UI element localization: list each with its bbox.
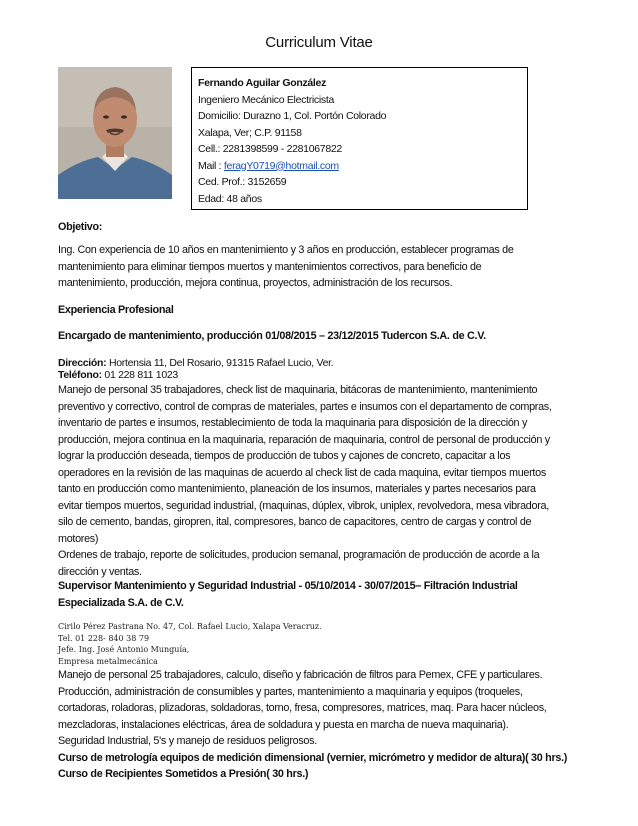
job1-line: lograr la producción deseada, tiempos de producción de tubos y cajones de concreto, capacitar a los [58, 450, 511, 462]
job1-contact [58, 357, 580, 381]
job1-line: dirección y ventas. [58, 565, 142, 578]
experience-heading: Experiencia Profesional [58, 304, 174, 316]
job1-line: silo de cemento, bandas, giropren, ital, compresores, banco de capacitores, centro de cargas y control de [58, 516, 532, 528]
job1-line: motores) [58, 532, 99, 545]
profile-photo [58, 67, 172, 199]
job2-contact-line: Empresa metalmecánica [58, 656, 158, 666]
document-title: Curriculum Vitae [265, 34, 373, 51]
objective-paragraph [58, 242, 580, 292]
job2-title [58, 578, 580, 611]
job1-line: producción, mejora continua en la maquinaria, reparación de maquinaria, control de personal de producción y [58, 433, 550, 446]
profile-mail-line [198, 158, 527, 175]
job1-phone [58, 369, 580, 381]
job1-description [58, 382, 580, 580]
mail-label: Mail : [198, 159, 224, 172]
job1-line: tanto en producción como mantenimiento, planeación de los insumos, materiales y partes necesarios para [58, 483, 536, 495]
objective-heading: Objetivo: [58, 221, 103, 233]
profile-age: Edad: 48 años [198, 192, 262, 205]
objective-line: mantenimiento para eliminar tiempos muertos y mantenimientos correctivos, para beneficio de [58, 260, 482, 273]
job2-title-line: Supervisor Mantenimiento y Seguridad Industrial - 05/10/2014 - 30/07/2015– Filtración Industrial [58, 580, 518, 592]
job1-line: Ordenes de trabajo, reporte de solicitudes, producion semanal, programación de producción de acorde a la [58, 549, 540, 561]
objective-line: Ing. Con experiencia de 10 años en mantenimiento y 3 años en producción, establecer programas de [58, 244, 514, 256]
job2-title-line: Especializada S.A. de C.V. [58, 596, 184, 609]
job1-address-label: Dirección: [58, 357, 107, 369]
job2-contact-line: Tel. 01 228- 840 38 79 [58, 633, 150, 643]
job2-contact-line: Jefe. Ing. José Antonio Munguía, [58, 645, 190, 655]
profile-address: Domicilio: Durazno 1, Col. Portón Colorado [198, 110, 387, 122]
profile-license: Ced. Prof.: 3152659 [198, 176, 287, 188]
contact-info-box [191, 67, 528, 210]
course-line: Curso de metrología equipos de medición dimensional (vernier, micrómetro y medidor de altura)( 30 hrs.) [58, 751, 568, 764]
job1-line: evitar tiempos muertos, seguridad industrial, (maquinas, dúplex, vibrok, uniplex, revolvedora, mesa vibradora, [58, 499, 549, 512]
job1-phone-label: Teléfono: [58, 369, 102, 381]
job1-phone-value: 01 228 811 1023 [101, 369, 178, 381]
profile-name: Fernando Aguilar González [198, 77, 327, 89]
job1-line: operadores en la revisión de las maquinas de acuerdo al check list de cada maquina, evitar tiempos muertos [58, 466, 546, 479]
job1-address-value: Hortensia 11, Del Rosario, 91315 Rafael Lucio, Ver. [106, 357, 334, 369]
job2-contact-line: Cirilo Pérez Pastrana No. 47, Col. Rafael Lucio, Xalapa Veracruz. [58, 622, 322, 631]
job1-line: inventario de partes e insumos, restablecimiento de toda la maquinaria para disposición de la dirección y [58, 417, 528, 429]
job2-line: mezcladoras, instalaciones eléctricas, área de soldadura y puesta en marcha de nueva maquinaria). [58, 718, 509, 731]
job2-contact [58, 621, 580, 667]
profile-city: Xalapa, Ver; C.P. 91158 [198, 126, 302, 139]
job2-line: Seguridad Industrial, 5's y manejo de residuos peligrosos. [58, 735, 317, 747]
job2-line: Producción, administración de consumibles y partes, mantenimiento a maquinaria y equipos (troqueles, [58, 685, 523, 698]
job1-line: Manejo de personal 35 trabajadores, check list de maquinaria, bitácoras de mantenimiento, mantenimiento [58, 384, 538, 396]
job2-line: cortadoras, roladoras, plizadoras, soldadoras, torno, fresa, compresores, matrices, maq. Para hacer núcleos, [58, 702, 547, 714]
profile-phone: Cell.: 2281398599 - 2281067822 [198, 143, 342, 155]
profile-profession: Ingeniero Mecánico Electricista [198, 93, 335, 106]
job1-address [58, 357, 580, 369]
objective-line: mantenimiento, producción, mejora continua, proyectos, administración de los recursos. [58, 277, 453, 289]
job2-description [58, 667, 580, 783]
job1-line: preventivo y correctivo, control de compras de materiales, partes e insumos con el departamento de compras, [58, 400, 552, 413]
course-line: Curso de Recipientes Sometidos a Presión( 30 hrs.) [58, 768, 309, 780]
job1-title: Encargado de mantenimiento, producción 01/08/2015 – 23/12/2015 Tudercon S.A. de C.V. [58, 330, 486, 342]
job2-line: Manejo de personal 25 trabajadores, calculo, diseño y fabricación de filtros para Pemex, CFE y particulares. [58, 669, 543, 681]
mail-link[interactable]: feragY0719@hotmail.com [223, 159, 339, 172]
